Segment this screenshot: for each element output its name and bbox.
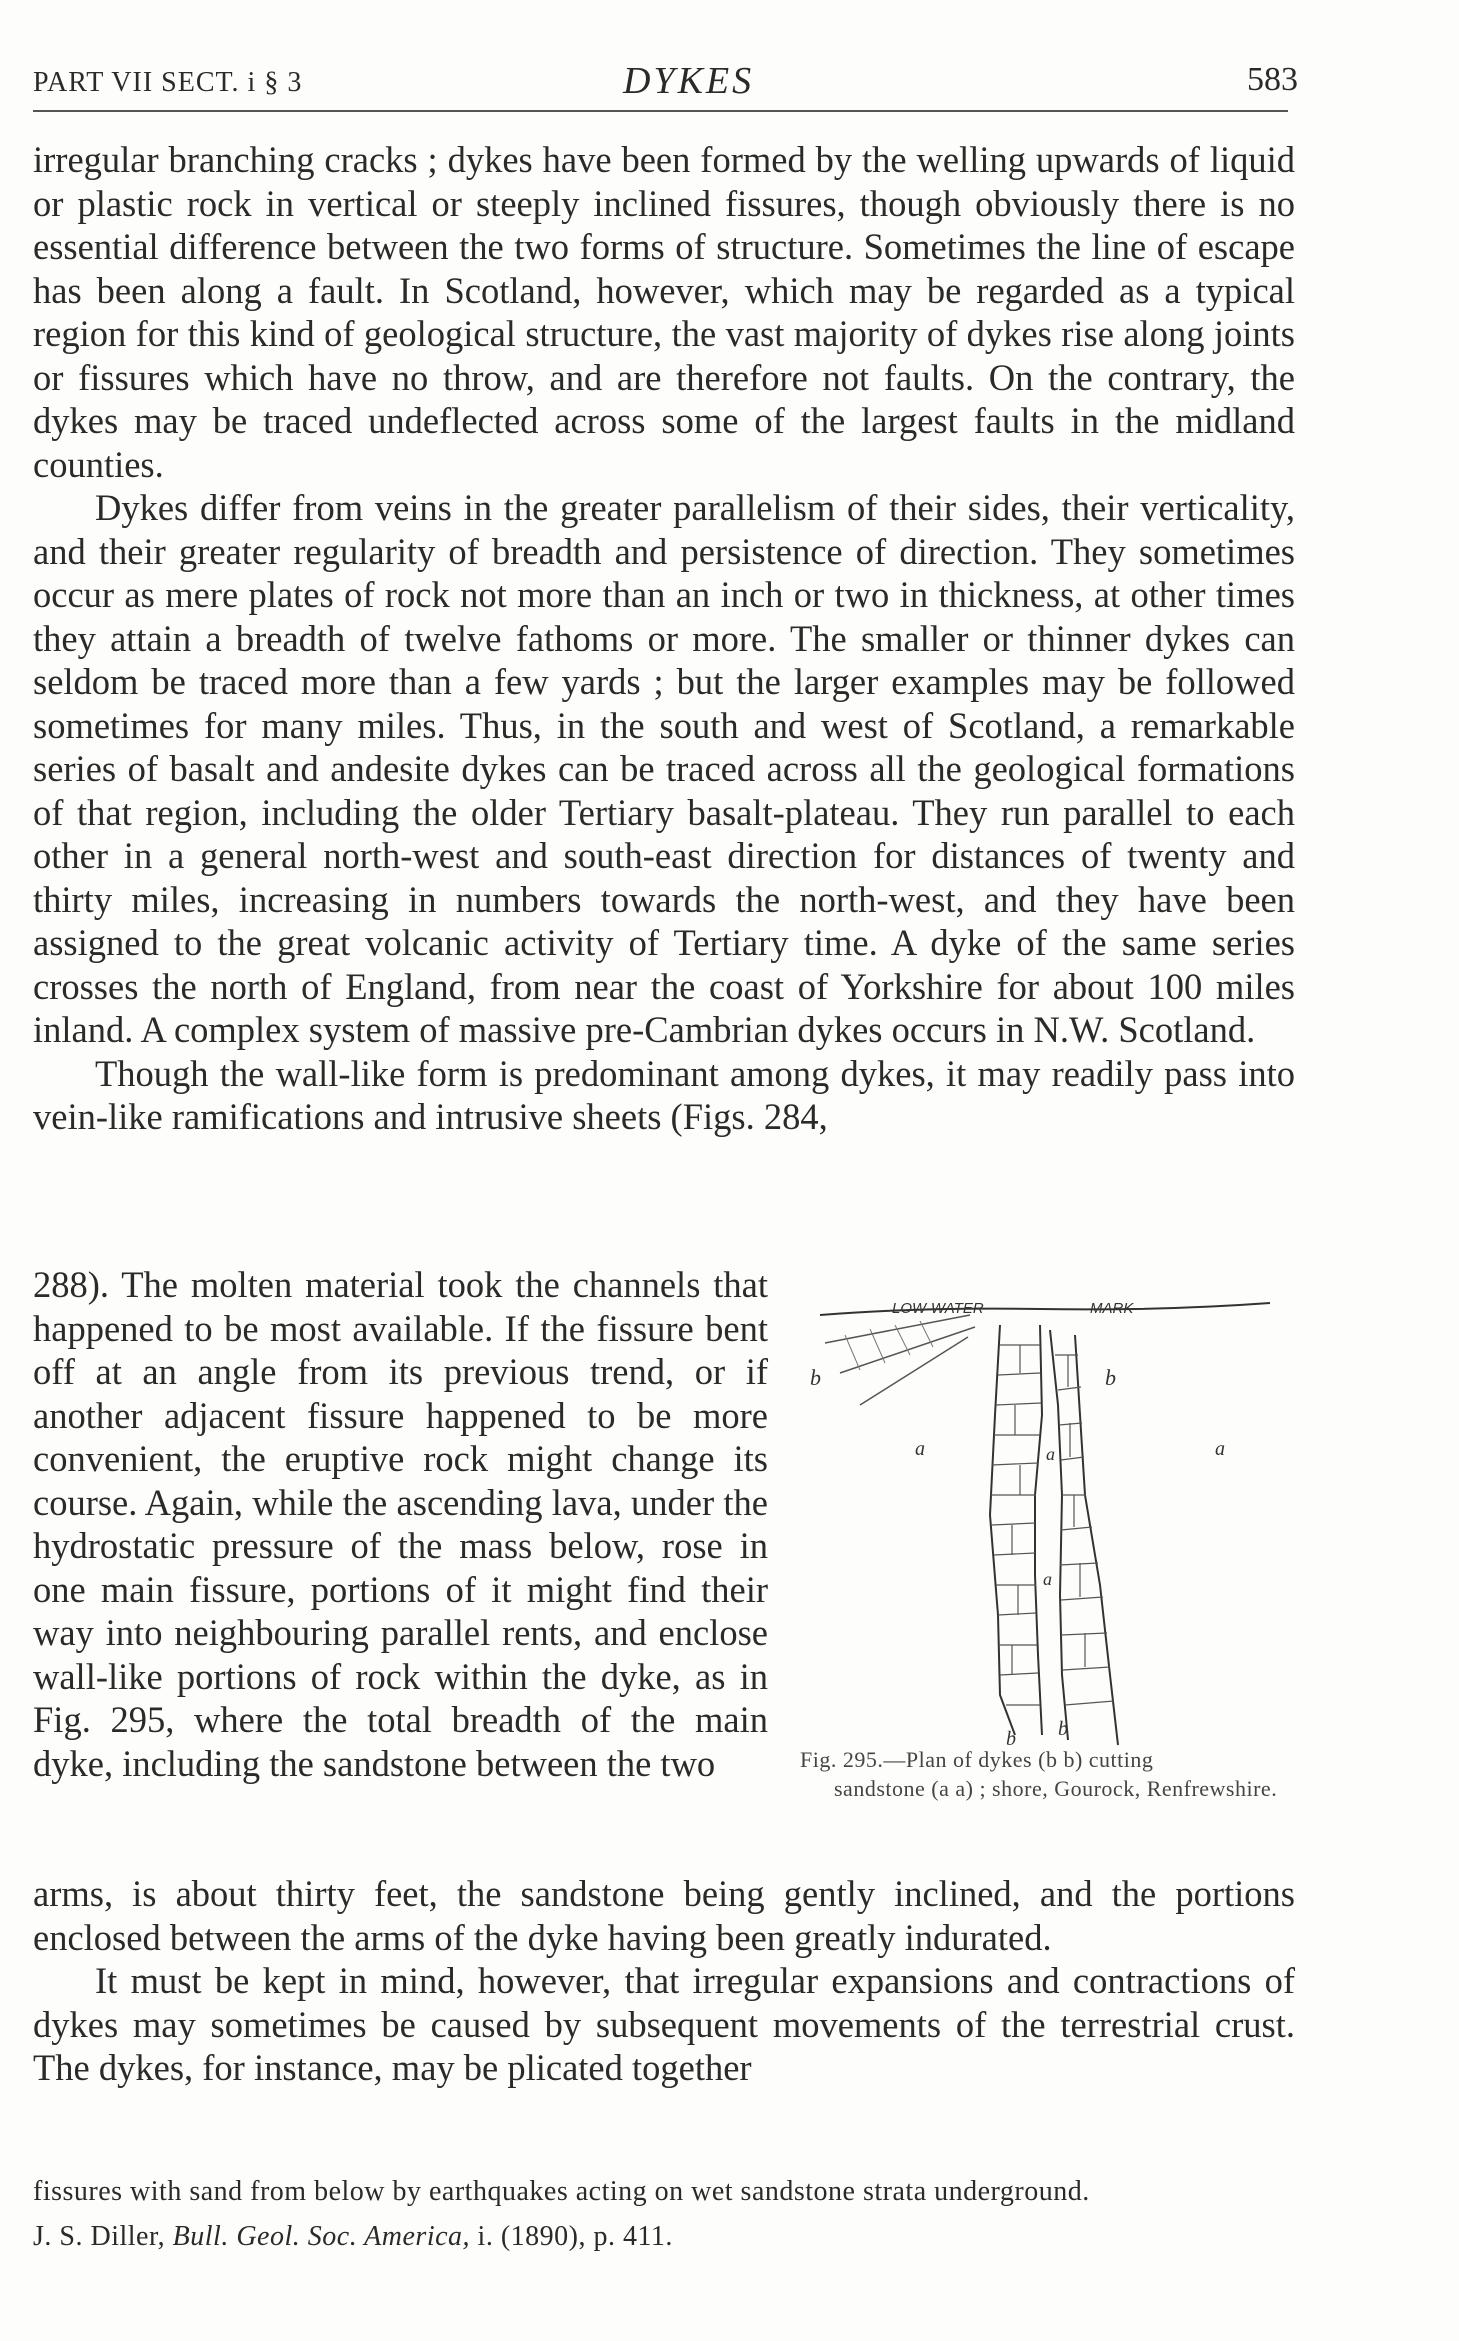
- paragraph-1: irregular branching cracks ; dykes have been formed by the welling upwards of liquid or plastic rock in vertical or steeply inclined fissures, though obviously there is no essential difference between the two forms of structure. Sometimes the line of escape has been along a fault. In Scotland, however, which may be regarded as a typical region for this kind of geological structure, the vast majority of dykes rise along joints or fissures which have no throw, and are therefore not faults. On the contrary, the dykes may be traced undeflected across some of the largest faults in the midland counties.: [33, 139, 1295, 485]
- caption-line-2: sandstone (a a) ; shore, Gourock, Renfrewshire.: [834, 1776, 1278, 1801]
- dyke-plan-diagram: [800, 1295, 1280, 1755]
- paragraph-3-continued: arms, is about thirty feet, the sandstone being gently inclined, and the portions enclosed between the arms of the dyke having been greatly indurated.: [33, 1873, 1295, 1958]
- page-number: 583: [1247, 61, 1298, 98]
- footnote-citation: i. (1890), p. 411.: [477, 2221, 673, 2252]
- label-a-left: a: [915, 1438, 925, 1460]
- footnote-text: fissures with sand from below by earthquakes acting on wet sandstone strata underground.: [33, 2176, 1090, 2207]
- label-a-inner-2: a: [1043, 1569, 1052, 1589]
- body-text-bottom: [33, 1872, 1295, 2090]
- figure-295: [800, 1295, 1280, 1755]
- paragraph-3-full-width: Though the wall-like form is predominant among dykes, it may readily pass into vein-like ramifications and intrusive sheets (Figs. 284,: [33, 1052, 1295, 1137]
- running-header: [33, 55, 1298, 105]
- label-b-bottom-left: b: [1006, 1728, 1016, 1750]
- mark-label: MARK: [1090, 1300, 1134, 1317]
- label-b-right: b: [1105, 1365, 1116, 1390]
- label-a-right: a: [1215, 1438, 1225, 1460]
- running-title: DYKES: [623, 60, 755, 102]
- paragraph-3-beside-figure: 288). The molten material took the channels that happened to be most available. If the fissure bent off at an angle from its previous trend, or if another adjacent fissure happened to be more convenient, the eruptive rock might change its course. Again, while the ascending lava, under the hydrostatic pressure of the mass below, rose in one main fissure, portions of it might find their way into neighbouring parallel rents, and enclose wall-like portions of rock within the dyke, as in Fig. 295, where the total breadth of the main dyke, including the sandstone between the two: [33, 1264, 768, 1784]
- label-b-left: b: [810, 1365, 821, 1390]
- label-a-inner-1: a: [1046, 1444, 1055, 1464]
- figure-caption: [800, 1745, 1310, 1803]
- footnote: [33, 2169, 1295, 2259]
- body-text-top: [33, 138, 1295, 1139]
- header-rule: [33, 110, 1288, 112]
- footnote-journal: Bull. Geol. Soc. America,: [172, 2221, 471, 2252]
- section-reference: PART VII SECT. i § 3: [33, 67, 303, 98]
- footnote-author: J. S. Diller,: [33, 2221, 166, 2252]
- paragraph-2: Dykes differ from veins in the greater parallelism of their sides, their verticality, and their greater regularity of breadth and persistence of direction. They sometimes occur as mere plates of rock not more than an inch or two in thickness, at other times they attain a breadth of twelve fathoms or more. The smaller or thinner dykes can seldom be traced more than a few yards ; but the larger examples may be followed sometimes for many miles. Thus, in the south and west of Scotland, a remarkable series of basalt and andesite dykes can be traced across all the geological formations of that region, including the older Tertiary basalt-plateau. They run parallel to each other in a general north-west and south-east direction for distances of twenty and thirty miles, increasing in numbers towards the north-west, and they have been assigned to the great volcanic activity of Tertiary time. A dyke of the same series crosses the north of England, from near the coast of Yorkshire for about 100 miles inland. A complex system of massive pre-Cambrian dykes occurs in N.W. Scotland.: [33, 487, 1295, 1050]
- paragraph-4: It must be kept in mind, however, that irregular expansions and contractions of dykes may sometimes be caused by subsequent movements of the terrestrial crust. The dykes, for instance, may be plicated together: [33, 1960, 1295, 2088]
- caption-line-1: Fig. 295.—Plan of dykes (b b) cutting: [800, 1747, 1154, 1772]
- low-water-label: LOW-WATER: [892, 1300, 984, 1317]
- label-b-bottom-right: b: [1058, 1718, 1068, 1740]
